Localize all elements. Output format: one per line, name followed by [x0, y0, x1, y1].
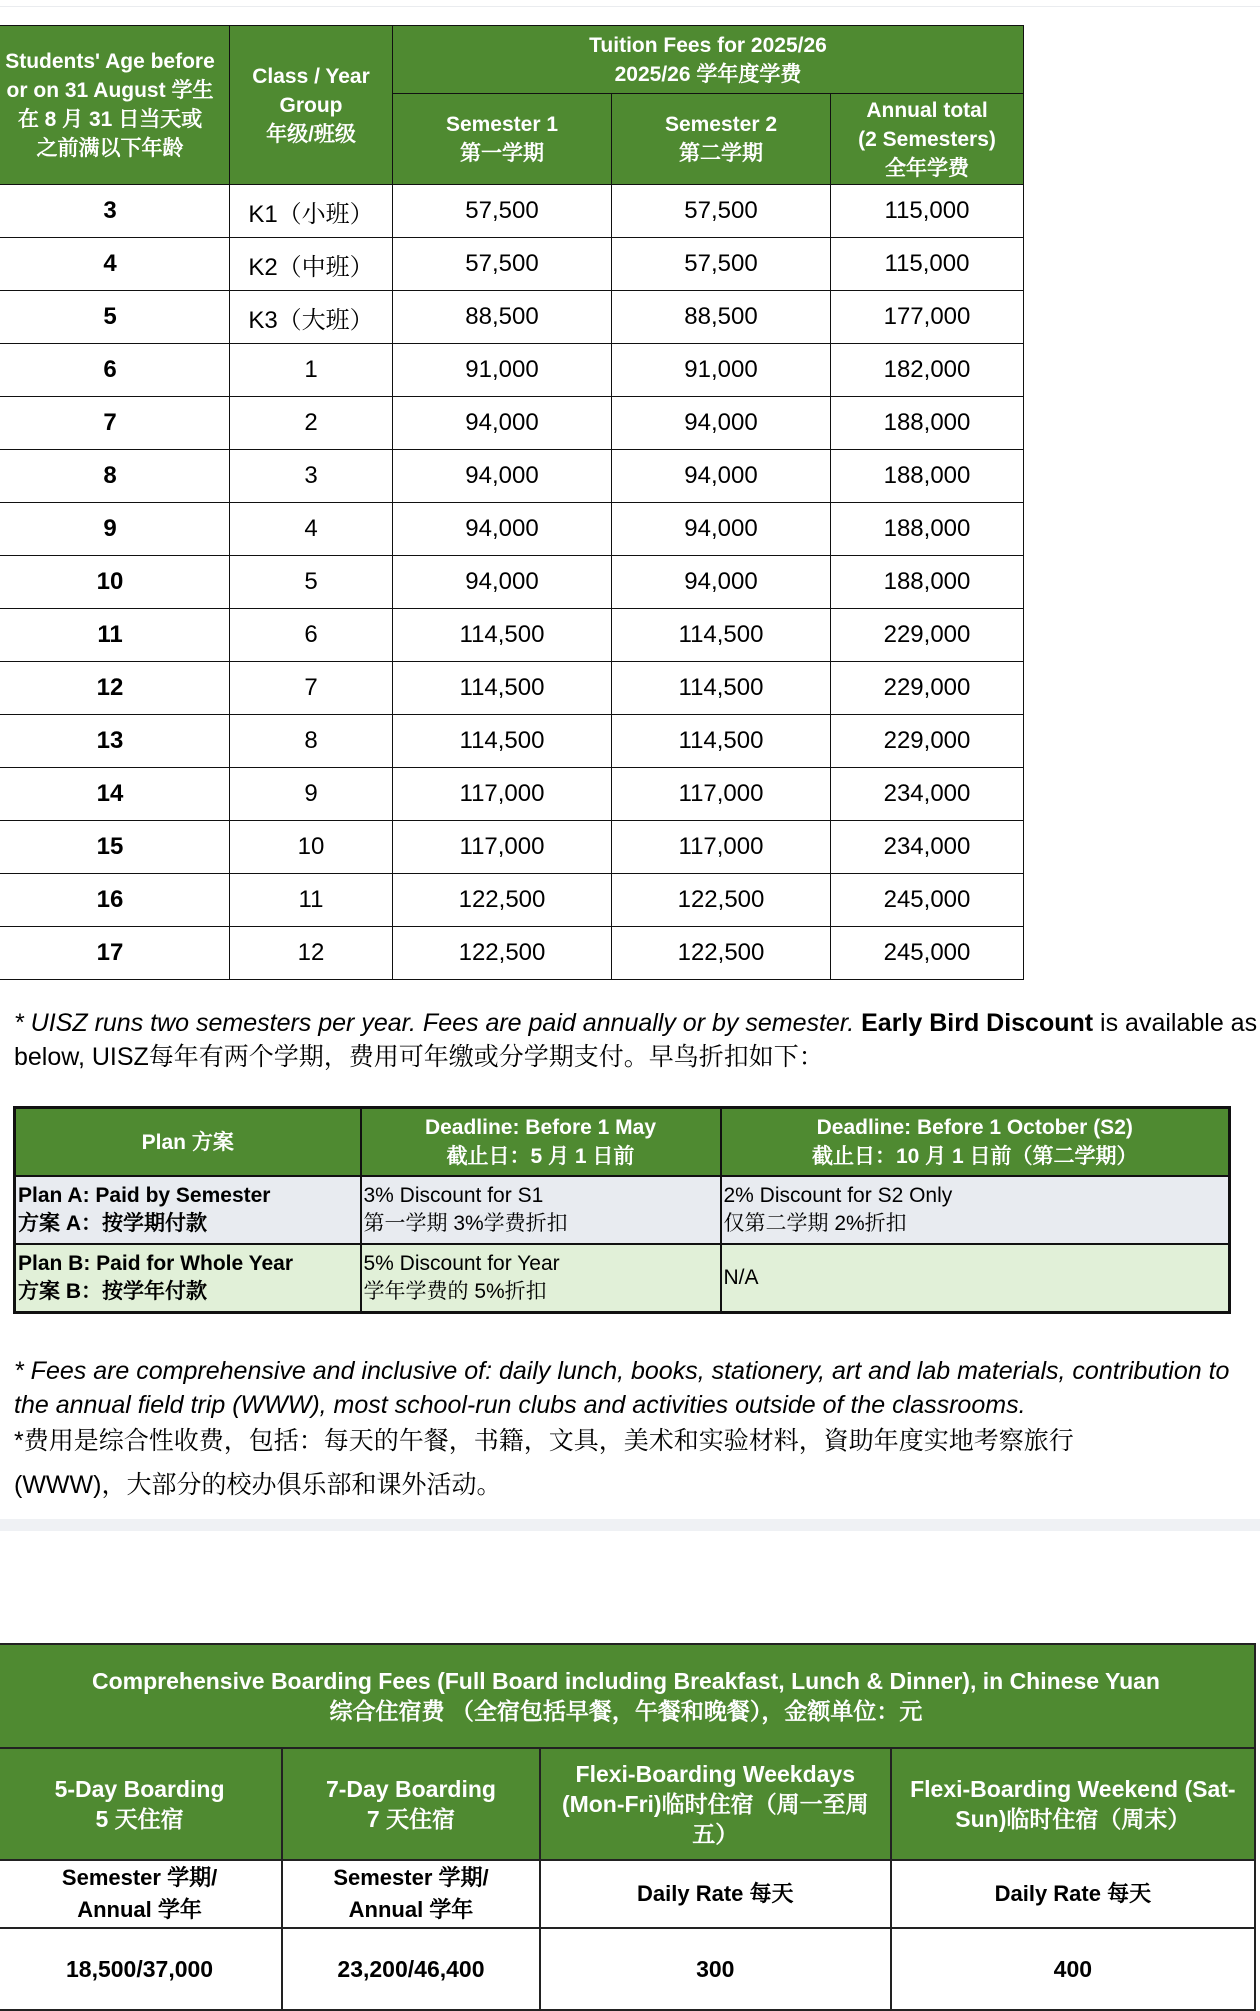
- annual-total-fee: 115,000: [831, 185, 1024, 238]
- semester-2-fee: 57,500: [612, 185, 831, 238]
- age-cell: 6: [0, 344, 230, 397]
- annual-total-fee: 188,000: [831, 450, 1024, 503]
- label-5-day: Semester 学期/ Annual 学年: [0, 1860, 282, 1928]
- semester-2-fee: 88,500: [612, 291, 831, 344]
- plan-a-name: Plan A: Paid by Semester 方案 A：按学期付款: [15, 1176, 361, 1244]
- semester-2-fee: 117,000: [612, 768, 831, 821]
- age-cell: 11: [0, 609, 230, 662]
- class-cell: 8: [230, 715, 393, 768]
- header-annual-total: Annual total (2 Semesters) 全年学费: [831, 94, 1024, 185]
- age-cell: 9: [0, 503, 230, 556]
- semester-1-fee: 88,500: [393, 291, 612, 344]
- age-cell: 8: [0, 450, 230, 503]
- top-divider: [0, 6, 1260, 7]
- class-cell: 1: [230, 344, 393, 397]
- age-cell: 13: [0, 715, 230, 768]
- deadline-october-header: Deadline: Before 1 October (S2) 截止日：10 月 1 日前（第二学期）: [721, 1108, 1230, 1177]
- tuition-row: [0, 238, 1024, 291]
- semester-2-fee: 114,500: [612, 662, 831, 715]
- class-cell: K3（大班）: [230, 291, 393, 344]
- age-cell: 7: [0, 397, 230, 450]
- value-7-day: 23,200/46,400: [282, 1928, 540, 2010]
- value-flexi-weekend: 400: [891, 1928, 1255, 2010]
- tuition-row: [0, 821, 1024, 874]
- annual-total-fee: 182,000: [831, 344, 1024, 397]
- plan-b-may: 5% Discount for Year 学年学费的 5%折扣: [361, 1244, 721, 1313]
- semester-note: * UISZ runs two semesters per year. Fees are paid annually or by semester. Early Bird Discount is available as: [14, 1009, 1258, 1037]
- header-semester-1: Semester 1 第一学期: [393, 94, 612, 185]
- semester-1-fee: 94,000: [393, 503, 612, 556]
- age-cell: 5: [0, 291, 230, 344]
- tuition-row: [0, 715, 1024, 768]
- annual-total-fee: 188,000: [831, 397, 1024, 450]
- label-flexi-weekend: Daily Rate 每天: [891, 1860, 1255, 1928]
- header-flexi-weekdays: Flexi-Boarding Weekdays (Mon-Fri)临时住宿（周一至周 五）: [540, 1748, 891, 1860]
- semester-1-fee: 114,500: [393, 715, 612, 768]
- annual-total-fee: 177,000: [831, 291, 1024, 344]
- boarding-title: Comprehensive Boarding Fees (Full Board including Breakfast, Lunch & Dinner), in Chinese Yuan 综合住宿费 （全宿包括早餐，午餐和晚餐），金额单位：元: [0, 1644, 1255, 1748]
- age-cell: 3: [0, 185, 230, 238]
- semester-2-fee: 94,000: [612, 450, 831, 503]
- tuition-row: [0, 344, 1024, 397]
- semester-1-fee: 57,500: [393, 185, 612, 238]
- tuition-row: [0, 185, 1024, 238]
- semester-2-fee: 94,000: [612, 556, 831, 609]
- fees-inclusive-note-2: the annual field trip (WWW), most school-run clubs and activities outside of the classrooms.: [14, 1391, 1026, 1419]
- header-flexi-weekend: Flexi-Boarding Weekend (Sat- Sun)临时住宿（周末）: [891, 1748, 1255, 1860]
- age-cell: 15: [0, 821, 230, 874]
- annual-total-fee: 229,000: [831, 715, 1024, 768]
- age-cell: 12: [0, 662, 230, 715]
- section-divider: [0, 1519, 1260, 1531]
- header-class: Class / Year Group 年级/班级: [230, 26, 393, 185]
- semester-1-fee: 117,000: [393, 768, 612, 821]
- semester-1-fee: 94,000: [393, 397, 612, 450]
- tuition-row: [0, 397, 1024, 450]
- tuition-row: [0, 556, 1024, 609]
- annual-total-fee: 229,000: [831, 609, 1024, 662]
- semester-1-fee: 94,000: [393, 556, 612, 609]
- tuition-row: [0, 662, 1024, 715]
- tuition-row: [0, 450, 1024, 503]
- class-cell: K2（中班）: [230, 238, 393, 291]
- semester-2-fee: 94,000: [612, 503, 831, 556]
- class-cell: 3: [230, 450, 393, 503]
- semester-1-fee: 117,000: [393, 821, 612, 874]
- header-7-day-boarding: 7-Day Boarding 7 天住宿: [282, 1748, 540, 1860]
- age-cell: 14: [0, 768, 230, 821]
- deadline-may-header: Deadline: Before 1 May 截止日：5 月 1 日前: [361, 1108, 721, 1177]
- plan-header: Plan 方案: [15, 1108, 361, 1177]
- semester-2-fee: 94,000: [612, 397, 831, 450]
- semester-note-cn: below, UISZ每年有两个学期，费用可年缴或分学期支付。早鸟折扣如下：: [14, 1043, 824, 1071]
- tuition-row: [0, 768, 1024, 821]
- semester-2-fee: 114,500: [612, 715, 831, 768]
- value-5-day: 18,500/37,000: [0, 1928, 282, 2010]
- semester-2-fee: 122,500: [612, 874, 831, 927]
- boarding-label-row: [0, 1860, 1255, 1928]
- semester-1-fee: 114,500: [393, 662, 612, 715]
- tuition-row: [0, 927, 1024, 980]
- age-cell: 4: [0, 238, 230, 291]
- plan-a-row: [15, 1176, 1230, 1244]
- semester-2-fee: 114,500: [612, 609, 831, 662]
- plan-b-name: Plan B: Paid for Whole Year 方案 B：按学年付款: [15, 1244, 361, 1313]
- header-semester-2: Semester 2 第二学期: [612, 94, 831, 185]
- annual-total-fee: 234,000: [831, 768, 1024, 821]
- class-cell: 4: [230, 503, 393, 556]
- tuition-row: [0, 503, 1024, 556]
- age-cell: 17: [0, 927, 230, 980]
- header-age: Students' Age before or on 31 August 学生 在 8 月 31 日当天或 之前满以下年龄: [0, 26, 230, 185]
- semester-2-fee: 57,500: [612, 238, 831, 291]
- header-tuition-fees: Tuition Fees for 2025/26 2025/26 学年度学费: [393, 26, 1024, 94]
- class-cell: 2: [230, 397, 393, 450]
- header-5-day-boarding: 5-Day Boarding 5 天住宿: [0, 1748, 282, 1860]
- class-cell: 7: [230, 662, 393, 715]
- semester-1-fee: 122,500: [393, 874, 612, 927]
- annual-total-fee: 234,000: [831, 821, 1024, 874]
- semester-1-fee: 94,000: [393, 450, 612, 503]
- annual-total-fee: 115,000: [831, 238, 1024, 291]
- tuition-row: [0, 291, 1024, 344]
- fees-inclusive-note-cn-2: (WWW)，大部分的校办俱乐部和课外活动。: [14, 1471, 502, 1499]
- early-bird-plan-table: [13, 1106, 1231, 1314]
- semester-2-fee: 91,000: [612, 344, 831, 397]
- semester-1-fee: 91,000: [393, 344, 612, 397]
- class-cell: K1（小班）: [230, 185, 393, 238]
- age-cell: 10: [0, 556, 230, 609]
- semester-1-fee: 114,500: [393, 609, 612, 662]
- class-cell: 10: [230, 821, 393, 874]
- value-flexi-weekdays: 300: [540, 1928, 891, 2010]
- class-cell: 5: [230, 556, 393, 609]
- annual-total-fee: 229,000: [831, 662, 1024, 715]
- fees-inclusive-note: * Fees are comprehensive and inclusive of: daily lunch, books, stationery, art and lab materials, contribution to: [14, 1357, 1230, 1385]
- tuition-row: [0, 874, 1024, 927]
- label-7-day: Semester 学期/ Annual 学年: [282, 1860, 540, 1928]
- annual-total-fee: 245,000: [831, 927, 1024, 980]
- age-cell: 16: [0, 874, 230, 927]
- semester-2-fee: 122,500: [612, 927, 831, 980]
- class-cell: 11: [230, 874, 393, 927]
- plan-a-may: 3% Discount for S1 第一学期 3%学费折扣: [361, 1176, 721, 1244]
- annual-total-fee: 188,000: [831, 556, 1024, 609]
- plan-b-row: [15, 1244, 1230, 1313]
- plan-b-october: N/A: [721, 1244, 1230, 1313]
- fees-inclusive-note-cn: *费用是综合性收费，包括：每天的午餐，书籍，文具，美术和实验材料，資助年度实地考察旅行: [14, 1427, 1074, 1455]
- label-flexi-weekdays: Daily Rate 每天: [540, 1860, 891, 1928]
- boarding-value-row: [0, 1928, 1255, 2010]
- tuition-row: [0, 609, 1024, 662]
- tuition-fees-table: [0, 25, 1024, 980]
- semester-2-fee: 117,000: [612, 821, 831, 874]
- semester-1-fee: 122,500: [393, 927, 612, 980]
- class-cell: 6: [230, 609, 393, 662]
- boarding-fees-table: [0, 1643, 1256, 2011]
- semester-1-fee: 57,500: [393, 238, 612, 291]
- plan-a-october: 2% Discount for S2 Only 仅第二学期 2%折扣: [721, 1176, 1230, 1244]
- class-cell: 9: [230, 768, 393, 821]
- class-cell: 12: [230, 927, 393, 980]
- annual-total-fee: 188,000: [831, 503, 1024, 556]
- annual-total-fee: 245,000: [831, 874, 1024, 927]
